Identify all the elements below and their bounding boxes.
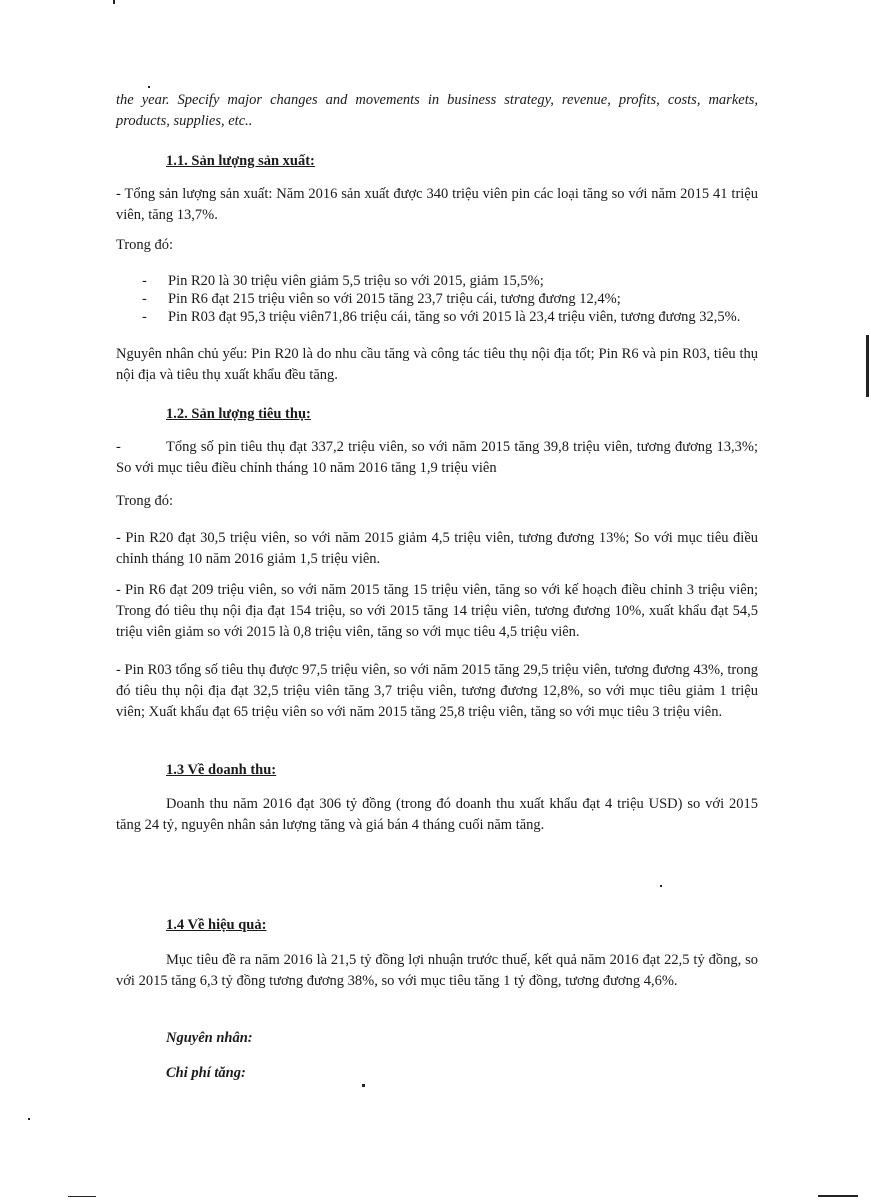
heading-production: 1.1. Sản lượng sản xuất: [166,153,315,169]
list-dash: - [142,291,147,307]
list-item-text: Pin R20 là 30 triệu viên giảm 5,5 triệu so với 2015, giảm 15,5%; [168,273,544,289]
production-in-which: Trong đó: [116,237,174,253]
list-item [116,308,758,326]
heading-revenue: 1.3 Về doanh thu: [166,762,277,778]
scan-speck [660,885,662,887]
cost-label: Chi phí tăng: [166,1065,246,1081]
reason-label: Nguyên nhân: [166,1030,253,1046]
consumption-r20: - Pin R20 đạt 30,5 triệu viên, so với năm 2015 giảm 4,5 triệu viên, tương đương 13%; So với mục tiêu điều chỉnh tháng 10 năm 2016 giảm 1,5 triệu viên. [116,530,758,567]
list-item [116,272,758,290]
efficiency-text: Mục tiêu đề ra năm 2016 là 21,5 tỷ đồng lợi nhuận trước thuế, kết quả năm 2016 đạt 22,5 tỷ đồng, so với 2015 tăng 6,3 tỷ đồng tương đương 38%, so với mục tiêu tăng 1 tỷ đồng, tương đương 4,6%. [116,952,758,989]
consumption-r6: - Pin R6 đạt 209 triệu viên, so với năm 2015 tăng 15 triệu viên, tăng so với kế hoạch điều chỉnh 3 triệu viên; Trong đó tiêu thụ nội địa đạt 154 triệu, so với 2015 tăng 14 triệu viên, tương đương 10%, xuất khẩu đạt 54,5 triệu viên giảm so với 2015 là 0,8 triệu viên, tăng so với mục tiêu 4,5 triệu viên. [116,582,758,640]
scan-edge-line [818,1195,858,1197]
scan-edge-tick [113,0,115,4]
consumption-total-paragraph [116,437,758,479]
consumption-total: Tổng số pin tiêu thụ đạt 337,2 triệu viên, so với năm 2015 tăng 39,8 triệu viên, tương đương 13,3%; So với mục tiêu điều chỉnh tháng 10 năm 2016 tăng 1,9 triệu viên [116,439,758,476]
heading-efficiency: 1.4 Về hiệu quả: [166,917,267,933]
consumption-lead-dash: - [116,439,121,455]
scan-speck [28,1118,30,1120]
production-list [116,272,758,326]
consumption-r03: - Pin R03 tổng số tiêu thụ được 97,5 triệu viên, so với năm 2015 tăng 29,5 triệu viên, tương đương 43%, trong đó tiêu thụ nội địa đạt 32,5 triệu viên tăng 3,7 triệu viên, tương đương 12,8%, so với mục tiêu giảm 1 triệu viên; Xuất khẩu đạt 65 triệu viên so với năm 2015 tăng 25,8 triệu viên, tăng so với mục tiêu 3 triệu viên. [116,662,758,720]
list-item-text: Pin R6 đạt 215 triệu viên so với 2015 tăng 23,7 triệu cái, tương đương 12,4%; [168,291,621,307]
intro-text: the year. Specify major changes and movements in business strategy, revenue, profits, costs, markets, products, supplies, etc.. [116,92,758,129]
scan-speck [362,1084,365,1087]
list-dash: - [142,273,147,289]
revenue-text: Doanh thu năm 2016 đạt 306 tỷ đồng (trong đó doanh thu xuất khẩu đạt 4 triệu USD) so với 2015 tăng 24 tỷ, nguyên nhân sản lượng tăng và giá bán 4 tháng cuối năm tăng. [116,796,758,833]
scan-margin-mark [866,335,869,397]
production-reason: Nguyên nhân chủ yếu: Pin R20 là do nhu cầu tăng và công tác tiêu thụ nội địa tốt; Pin R6 và pin R03, tiêu thụ nội địa và tiêu thụ xuất khẩu đều tăng. [116,346,758,383]
list-item-text: Pin R03 đạt 95,3 triệu viên71,86 triệu cái, tăng so với 2015 là 23,4 triệu viên, tương đương 32,5%. [168,309,741,325]
list-dash: - [142,309,147,325]
list-item [116,290,758,308]
production-total: - Tổng sản lượng sản xuất: Năm 2016 sản xuất được 340 triệu viên pin các loại tăng so với năm 2015 41 triệu viên, tăng 13,7%. [116,186,758,223]
heading-consumption: 1.2. Sản lượng tiêu thụ: [166,406,311,422]
consumption-in-which: Trong đó: [116,493,174,509]
scan-speck [148,86,150,88]
scan-edge-line [68,1196,96,1197]
